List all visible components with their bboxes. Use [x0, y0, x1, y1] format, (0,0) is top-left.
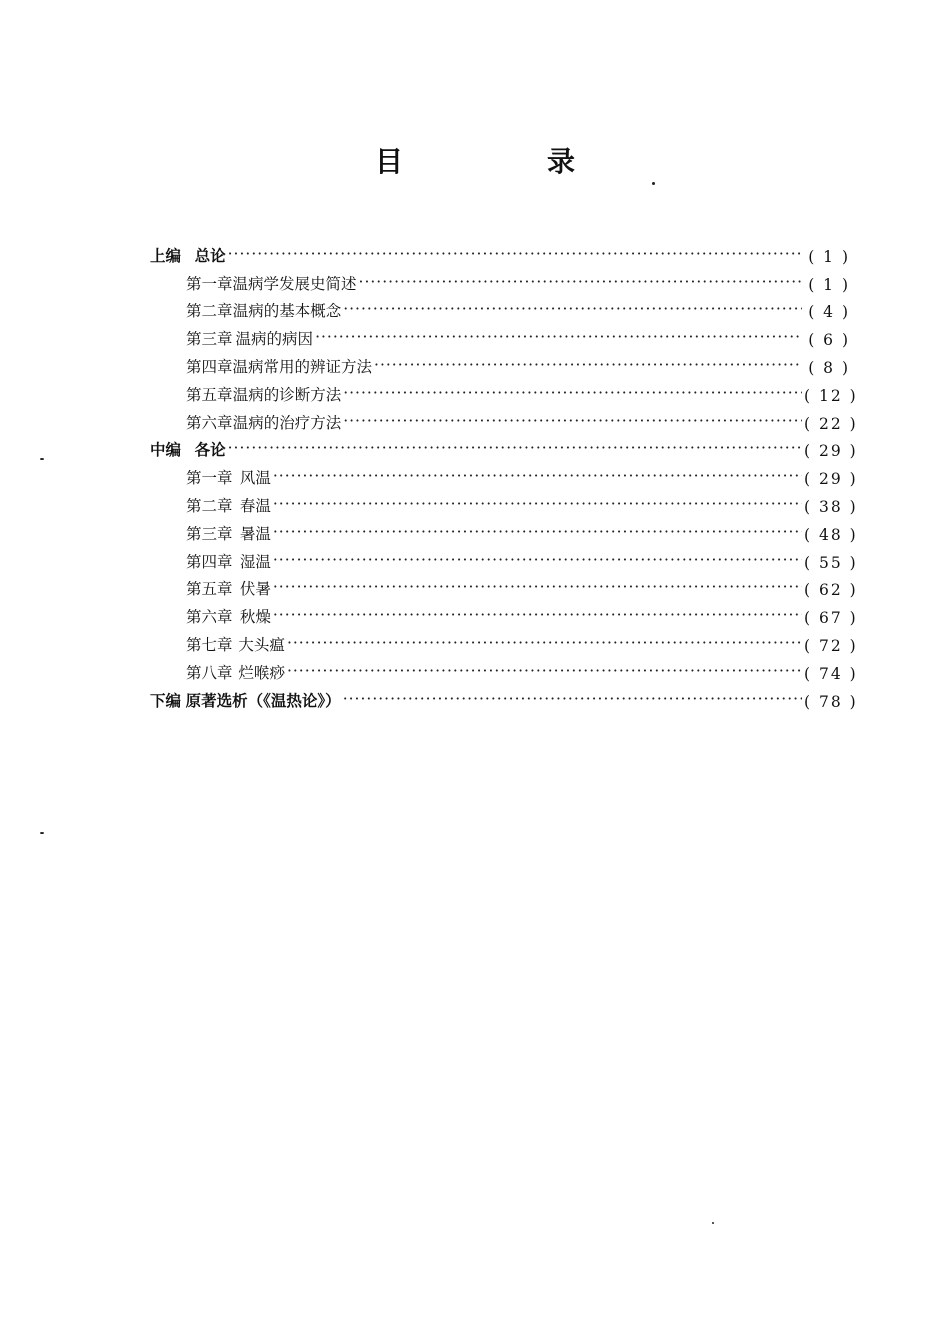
entry-number: 第二章 [186, 496, 233, 515]
toc-entry[interactable] [150, 377, 858, 405]
scan-speck [40, 832, 44, 834]
leader-dots [343, 384, 802, 402]
entry-title: 各论 [194, 440, 226, 460]
leader-dots [374, 356, 802, 374]
toc-entry[interactable] [150, 572, 858, 600]
entry-page: ( 38 ) [804, 497, 858, 516]
entry-title: 温病学发展史简述 [232, 274, 357, 293]
entry-page: ( 48 ) [804, 525, 858, 544]
entry-number: 下编 [150, 690, 182, 710]
entry-number: 第六章 [186, 608, 233, 627]
toc-entry[interactable] [150, 460, 858, 489]
entry-number: 第七章 [186, 635, 233, 654]
toc-entry[interactable] [150, 321, 850, 349]
entry-number: 上编 [150, 245, 182, 265]
toc-entry[interactable] [150, 266, 850, 294]
entry-title: 温病的病因 [235, 330, 314, 349]
entry-title: 烂喉痧 [238, 663, 285, 682]
leader-dots [273, 551, 802, 569]
toc-entry[interactable] [150, 238, 850, 266]
entry-number: 第五章 [186, 580, 233, 599]
toc-entry[interactable] [150, 349, 850, 377]
toc-entry[interactable] [150, 683, 858, 711]
entry-page: ( 78 ) [804, 692, 858, 711]
scan-speck [652, 182, 655, 185]
toc-entry[interactable] [150, 655, 858, 683]
entry-page: ( 29 ) [804, 442, 858, 461]
entry-page: ( 12 ) [804, 386, 858, 405]
leader-dots [273, 467, 802, 485]
leader-dots [273, 606, 802, 624]
entry-page: ( 1 ) [808, 275, 850, 294]
entry-number: 第八章 [186, 663, 233, 682]
entry-page: ( 72 ) [804, 636, 858, 655]
entry-page: ( 74 ) [804, 664, 858, 683]
entry-title: 温病的基本概念 [232, 302, 342, 321]
leader-dots [343, 300, 802, 318]
table-of-contents [150, 238, 858, 711]
entry-title: 温病的诊断方法 [232, 385, 342, 404]
entry-title: 总论 [194, 245, 226, 265]
entry-number: 第六章 [186, 413, 233, 432]
entry-page: ( 1 ) [808, 247, 850, 266]
entry-title: 春温 [239, 496, 271, 515]
toc-entry[interactable] [150, 516, 858, 544]
entry-title: 大头瘟 [238, 635, 285, 654]
leader-dots [315, 328, 802, 346]
entry-page: ( 55 ) [804, 553, 858, 572]
entry-page: ( 67 ) [804, 609, 858, 628]
entry-page: ( 22 ) [804, 414, 858, 433]
entry-title: 温病常用的辨证方法 [232, 357, 373, 376]
entry-title: 风温 [239, 469, 271, 488]
entry-number: 第五章 [186, 385, 233, 404]
entry-page: ( 62 ) [804, 581, 858, 600]
entry-number: 第三章 [186, 524, 233, 543]
entry-page: ( 4 ) [808, 303, 850, 322]
leader-dots [287, 662, 802, 680]
leader-dots [273, 578, 802, 596]
entry-title: 原著选析（《温热论》） [185, 690, 341, 710]
entry-title: 温病的治疗方法 [232, 413, 342, 432]
entry-title: 伏暑 [239, 580, 271, 599]
entry-page: ( 6 ) [808, 331, 850, 350]
leader-dots [359, 273, 802, 291]
leader-dots [287, 634, 802, 652]
leader-dots [273, 495, 802, 513]
entry-number: 第四章 [186, 552, 233, 571]
leader-dots [273, 523, 802, 541]
toc-entry[interactable] [150, 433, 858, 461]
toc-entry[interactable] [150, 405, 858, 433]
toc-entry[interactable] [150, 488, 858, 516]
scan-speck [712, 1222, 714, 1224]
entry-number: 第三章 [186, 330, 233, 349]
entry-number: 第一章 [186, 469, 233, 488]
toc-entry[interactable] [150, 599, 858, 628]
entry-title: 暑温 [239, 524, 271, 543]
leader-dots [343, 690, 802, 708]
page-title: 目 录 [374, 145, 633, 178]
entry-title: 湿温 [239, 552, 271, 571]
entry-number: 中编 [150, 440, 182, 460]
toc-entry[interactable] [150, 627, 858, 655]
leader-dots [228, 245, 802, 263]
scan-speck [40, 458, 44, 460]
leader-dots [228, 439, 802, 457]
entry-page: ( 8 ) [808, 358, 850, 377]
toc-entry[interactable] [150, 294, 850, 322]
entry-number: 第二章 [186, 302, 233, 321]
leader-dots [343, 412, 802, 430]
entry-number: 第一章 [186, 274, 233, 293]
entry-number: 第四章 [186, 357, 233, 376]
entry-page: ( 29 ) [804, 470, 858, 489]
entry-title: 秋燥 [239, 608, 271, 627]
toc-entry[interactable] [150, 544, 858, 572]
